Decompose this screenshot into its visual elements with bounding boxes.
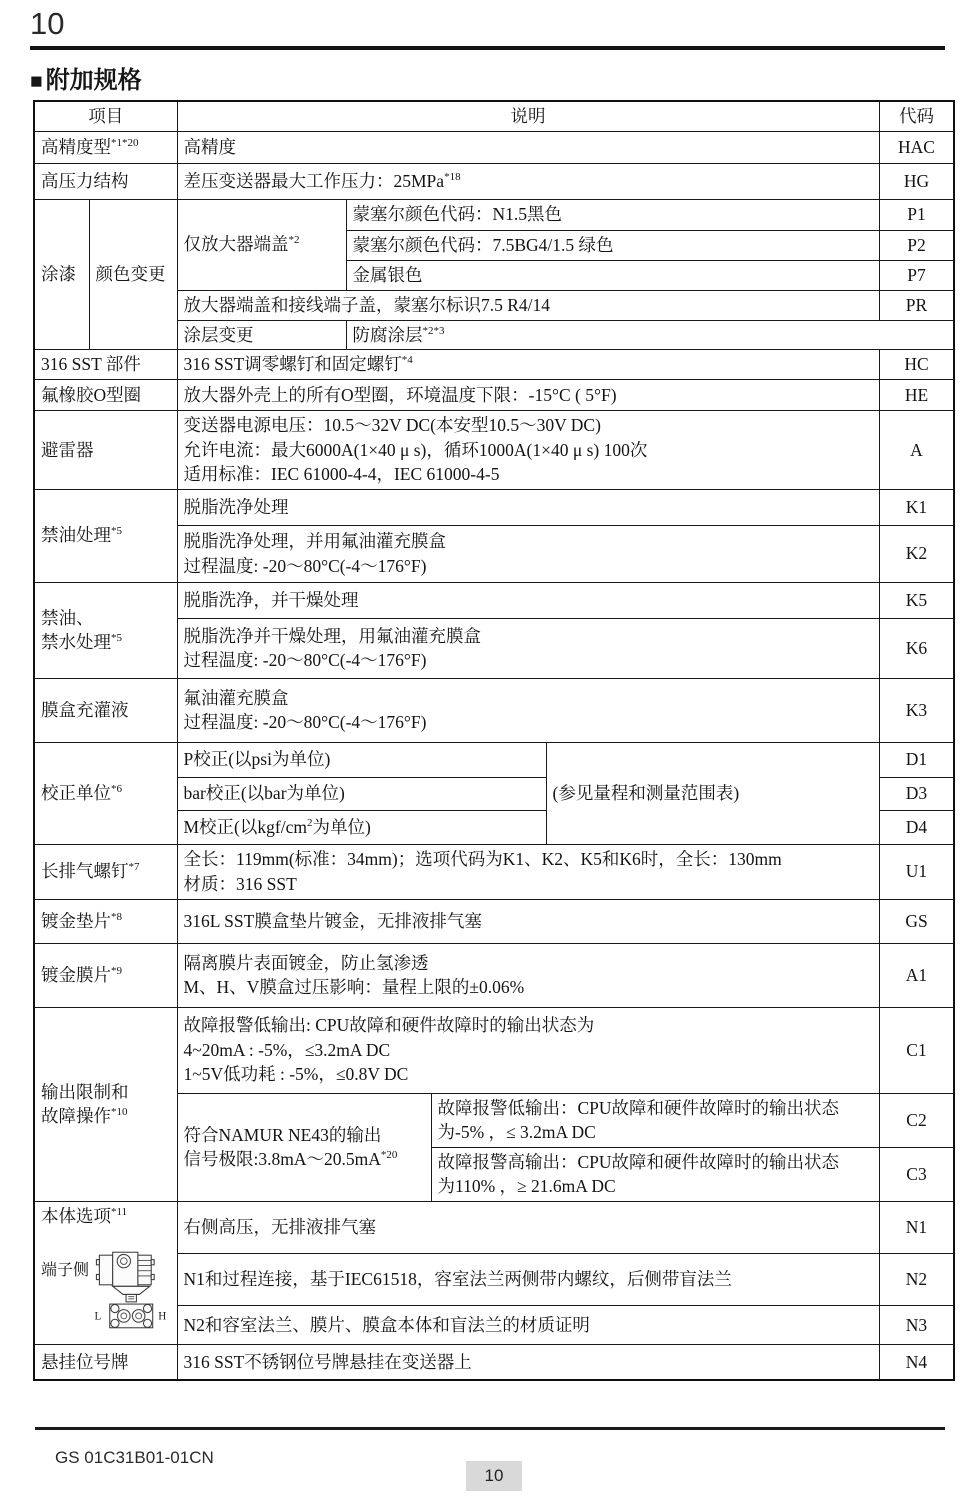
low-side-label: L (94, 1310, 102, 1323)
output-limits-label: 输出限制和 故障操作$^{*10}$ (34, 1007, 177, 1201)
row-gs-item: 镀金垫片$^{*8}$ (34, 899, 177, 943)
section-title (30, 60, 142, 95)
row-d1-desc: P校正(以psi为单位) (177, 742, 546, 777)
row-p7-code: P7 (879, 260, 954, 290)
row-x2-desc: 防腐涂层$^{*2*3}$ (346, 320, 954, 350)
row-n4-desc: 316 SST不锈钢位号牌悬挂在变送器上 (177, 1345, 879, 1380)
row-d3-desc: bar校正(以bar为单位) (177, 777, 546, 810)
table-row (34, 943, 954, 1007)
row-k6-desc: 脱脂洗净并干燥处理，用氟油灌充膜盒 过程温度: -20～80°C(-4～176°F) (177, 618, 879, 678)
row-hc-code: HC (879, 350, 954, 380)
row-c1-code: C1 (879, 1007, 954, 1093)
row-a1-code: A1 (879, 943, 954, 1007)
row-he-item: 氟橡胶O型圈 (34, 380, 177, 411)
table-row (34, 411, 954, 490)
row-a1-desc: 隔离膜片表面镀金，防止氢渗透 M、H、V膜盒过压影响：量程上限的±0.06% (177, 943, 879, 1007)
row-p2-desc: 蒙塞尔颜色代码：7.5BG4/1.5 绿色 (346, 230, 879, 260)
table-row (34, 350, 954, 380)
row-k5-code: K5 (879, 582, 954, 618)
table-row (34, 899, 954, 943)
row-hc-desc: 316 SST调零螺钉和固定螺钉$^{*4}$ (177, 350, 879, 380)
calibration-units-label: 校正单位$^{*6}$ (34, 742, 177, 844)
row-u1-code: U1 (879, 844, 954, 899)
row-n2-code: N2 (879, 1254, 954, 1305)
table-row (34, 1201, 954, 1254)
footer-divider-rule (35, 1427, 945, 1430)
row-d3-code: D3 (879, 777, 954, 810)
table-row (34, 742, 954, 777)
row-n4-item: 悬挂位号牌 (34, 1345, 177, 1380)
row-gs-code: GS (879, 899, 954, 943)
color-change-label: 颜色变更 (89, 199, 177, 350)
transmitter-drawing (89, 1238, 170, 1342)
row-hac-item: 高精度型$^{*1*20}$ (34, 131, 177, 163)
table-row (34, 844, 954, 899)
coating-change-label: 涂层变更 (177, 320, 346, 350)
row-k3-item: 膜盒充灌液 (34, 678, 177, 742)
row-hc-item: 316 SST 部件 (34, 350, 177, 380)
section-title-text: 附加规格 (45, 67, 142, 94)
row-hg-item: 高压力结构 (34, 163, 177, 199)
table-header-row (34, 101, 954, 131)
column-header-description: 说明 (177, 101, 879, 131)
row-k3-code: K3 (879, 678, 954, 742)
row-he-code: HE (879, 380, 954, 411)
top-divider-rule (30, 46, 945, 50)
calibration-note: (参见量程和测量范围表) (546, 742, 879, 844)
row-d1-code: D1 (879, 742, 954, 777)
table-row (34, 163, 954, 199)
row-k5-desc: 脱脂洗净，并干燥处理 (177, 582, 879, 618)
row-arrester-desc: 变送器电源电压：10.5～32V DC(本安型10.5～30V DC) 允许电流：最大6000A(1×40 μ s)，循环1000A(1×40 μ s) 100次 适用标准：IEC 61000-4-4，IEC 61000-4-5 (177, 411, 879, 490)
row-u1-desc: 全长：119mm(标准：34mm)；选项代码为K1、K2、K5和K6时，全长：130mm 材质：316 SST (177, 844, 879, 899)
body-options-label: 本体选项$^{*11}$ 端子侧 L H (34, 1201, 177, 1345)
row-p1-code: P1 (879, 199, 954, 230)
row-k1-code: K1 (879, 489, 954, 525)
row-hg-code: HG (879, 163, 954, 199)
black-square-icon: ■ (30, 70, 43, 93)
table-row (34, 1007, 954, 1093)
row-n2-desc: N1和过程连接，基于IEC61518，容室法兰两侧带内螺纹，后侧带盲法兰 (177, 1254, 879, 1305)
row-hac-desc: 高精度 (177, 131, 879, 163)
row-c2-code: C2 (879, 1093, 954, 1147)
table-row (34, 582, 954, 618)
row-n1-code: N1 (879, 1201, 954, 1254)
footer-page-number: 10 (466, 1461, 522, 1491)
table-row (34, 380, 954, 411)
row-c3-desc: 故障报警高输出：CPU故障和硬件故障时的输出状态 为110% ，≥ 21.6mA DC (431, 1147, 879, 1201)
row-pr-code: PR (879, 290, 954, 320)
row-p7-desc: 金属银色 (346, 260, 879, 290)
table-row (34, 678, 954, 742)
row-p1-desc: 蒙塞尔颜色代码：N1.5黑色 (346, 199, 879, 230)
oil-water-free-label: 禁油、 禁水处理$^{*5}$ (34, 582, 177, 678)
row-k6-code: K6 (879, 618, 954, 678)
row-hg-desc: 差压变送器最大工作压力：25MPa$^{*18}$ (177, 163, 879, 199)
row-arrester-code: A (879, 411, 954, 490)
transmitter-diagram (41, 1238, 171, 1342)
namur-limits-label: 符合NAMUR NE43的输出 信号极限$:3.8mA\sim 20.5mA^{*20}$ (177, 1093, 431, 1201)
table-row (34, 489, 954, 525)
row-d4-code: D4 (879, 810, 954, 844)
row-a1-item: 镀金膜片$^{*9}$ (34, 943, 177, 1007)
row-u1-item: 长排气螺钉$^{*7}$ (34, 844, 177, 899)
row-gs-desc: 316L SST膜盒垫片镀金，无排液排气塞 (177, 899, 879, 943)
additional-specs-table (33, 100, 955, 1381)
row-k1-desc: 脱脂洗净处理 (177, 489, 879, 525)
row-n3-code: N3 (879, 1305, 954, 1344)
row-c3-code: C3 (879, 1147, 954, 1201)
row-k3-desc: 氟油灌充膜盒 过程温度: -20～80°C(-4～176°F) (177, 678, 879, 742)
paint-group-label: 涂漆 (34, 199, 89, 350)
row-k2-code: K2 (879, 525, 954, 582)
oil-free-label: 禁油处理$^{*5}$ (34, 489, 177, 582)
row-k2-desc: 脱脂洗净处理，并用氟油灌充膜盒 过程温度: -20～80°C(-4～176°F) (177, 525, 879, 582)
table-row (34, 131, 954, 163)
table-row (34, 1345, 954, 1380)
high-side-label: H (158, 1310, 167, 1323)
row-n3-desc: N2和容室法兰、膜片、膜盒本体和盲法兰的材质证明 (177, 1305, 879, 1344)
row-arrester-item: 避雷器 (34, 411, 177, 490)
amp-cover-label: 仅放大器端盖$^{*2}$ (177, 199, 346, 290)
row-c2-desc: 故障报警低输出：CPU故障和硬件故障时的输出状态 为-5% ，≤ 3.2mA DC (431, 1093, 879, 1147)
footer-document-code: GS 01C31B01-01CN (55, 1448, 214, 1467)
row-d4-desc: M校正(以kgf/$cm^2$为单位) (177, 810, 546, 844)
column-header-code: 代码 (879, 101, 954, 131)
row-n4-code: N4 (879, 1345, 954, 1380)
row-pr-desc: 放大器端盖和接线端子盖，蒙塞尔标识7.5 R4/14 (177, 290, 879, 320)
row-he-desc: 放大器外壳上的所有O型圈，环境温度下限：-15°C ( 5°F) (177, 380, 879, 411)
row-hac-code: HAC (879, 131, 954, 163)
column-header-item: 项目 (34, 101, 177, 131)
row-p2-code: P2 (879, 230, 954, 260)
row-n1-desc: 右侧高压，无排液排气塞 (177, 1201, 879, 1254)
table-row (34, 199, 954, 230)
terminal-side-label: 端子侧 (41, 1262, 90, 1279)
top-page-number: 10 (30, 6, 65, 41)
row-c1-desc: 故障报警低输出: CPU故障和硬件故障时的输出状态为 4~20mA : -5%，≤3.2mA DC 1~5V低功耗 : -5%，≤0.8V DC (177, 1007, 879, 1093)
